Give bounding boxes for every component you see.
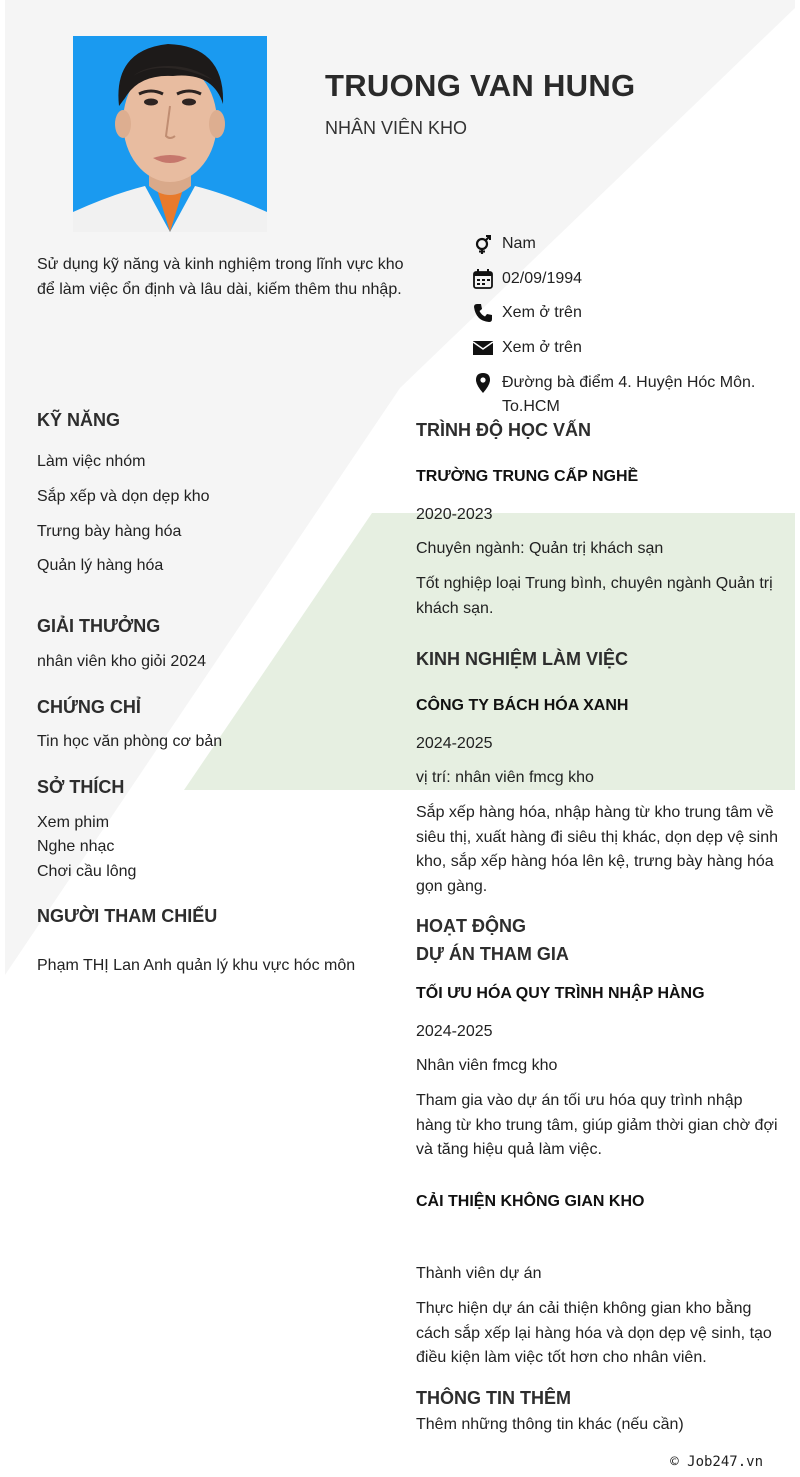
experience-heading: KINH NGHIỆM LÀM VIỆC [416,649,629,669]
phone-value: Xem ở trên [502,304,582,321]
skill-item: Làm việc nhóm [37,453,146,470]
dob-value: 02/09/1994 [502,270,583,287]
project-description: Tham gia vào dự án tối ưu hóa quy trình nhập hàng từ kho trung tâm, giúp giảm thời gian chờ đợi và tăng hiệu quả làm việc. [416,1092,778,1158]
certificates-heading: CHỨNG CHỈ [37,697,141,717]
projects-heading: DỰ ÁN THAM GIA [416,944,569,964]
address-value: Đường bà điểm 4. Huyện Hóc Môn. To.HCM [502,374,756,415]
project-role: Thành viên dự án [416,1265,542,1282]
hobby-item: Xem phim [37,814,110,831]
certificate-item: Tin học văn phòng cơ bản [37,733,223,750]
education-school: TRƯỜNG TRUNG CẤP NGHỀ [416,468,639,485]
activities-heading: HOẠT ĐỘNG [416,916,526,936]
project-role: Nhân viên fmcg kho [416,1057,558,1074]
project-name: TỐI ƯU HÓA QUY TRÌNH NHẬP HÀNG [416,985,705,1002]
skills-heading: KỸ NĂNG [37,410,121,430]
email-value: Xem ở trên [502,339,582,356]
hobbies-heading: SỞ THÍCH [37,777,125,797]
education-major: Chuyên ngành: Quản trị khách sạn [416,540,664,557]
experience-company: CÔNG TY BÁCH HÓA XANH [416,697,629,714]
additional-info-text: Thêm những thông tin khác (nếu cần) [416,1416,684,1433]
education-heading: TRÌNH ĐỘ HỌC VẤN [416,420,591,440]
additional-info-heading: THÔNG TIN THÊM [416,1388,571,1408]
candidate-name: TRUONG VAN HUNG [325,68,636,103]
gender-icon [473,234,493,254]
references-heading: NGƯỜI THAM CHIẾU [37,906,218,926]
calendar-icon [473,269,493,289]
awards-heading: GIẢI THƯỞNG [37,616,161,636]
hobby-item: Nghe nhạc [37,838,115,855]
project-name: CẢI THIỆN KHÔNG GIAN KHO [416,1193,645,1210]
skill-item: Quản lý hàng hóa [37,557,164,574]
phone-icon [473,303,493,323]
job-title: NHÂN VIÊN KHO [325,118,468,138]
gender-value: Nam [502,235,536,252]
project-period: 2024-2025 [416,1023,493,1040]
reference-text: Phạm THỊ Lan Anh quản lý khu vực hóc môn [37,957,356,974]
career-objective: Sử dụng kỹ năng và kinh nghiệm trong lĩnh vực kho để làm việc ổn định và lâu dài, kiếm thêm thu nhập. [37,256,404,298]
education-period: 2020-2023 [416,506,493,523]
profile-photo [73,36,267,232]
location-pin-icon [473,373,493,393]
hobby-item: Chơi cầu lông [37,863,137,880]
experience-description: Sắp xếp hàng hóa, nhập hàng từ kho trung tâm về siêu thị, xuất hàng đi siêu thị khác, dọn dẹp vệ sinh kho, sắp xếp hàng hóa lên kệ, trưng bày hàng hóa gọn gàng. [416,804,779,895]
footer-copyright: © Job247.vn [670,1454,763,1470]
education-description: Tốt nghiệp loại Trung bình, chuyên ngành Quản trị khách sạn. [416,575,773,617]
experience-period: 2024-2025 [416,735,493,752]
award-item: nhân viên kho giỏi 2024 [37,653,207,670]
experience-position: vị trí: nhân viên fmcg kho [416,769,594,786]
skill-item: Sắp xếp và dọn dẹp kho [37,488,210,505]
project-description: Thực hiện dự án cải thiện không gian kho bằng cách sắp xếp lại hàng hóa và dọn dẹp vệ sinh, tạo điều kiện làm việc tốt hơn cho nhân viên. [416,1300,772,1366]
skill-item: Trưng bày hàng hóa [37,523,182,540]
envelope-icon [473,338,493,358]
